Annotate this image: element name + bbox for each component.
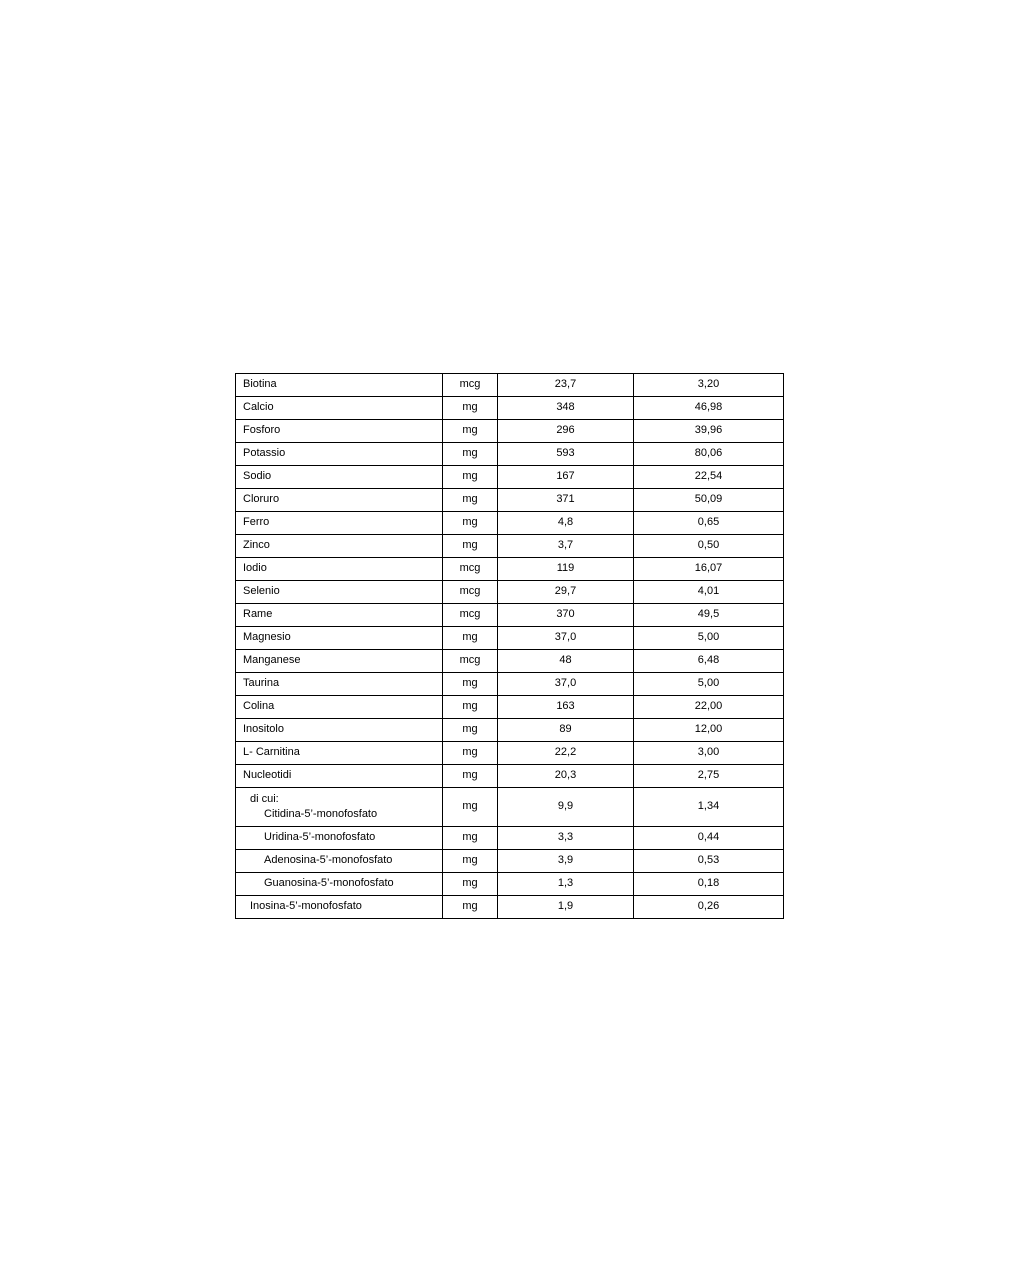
cell-value-2: 49,5 bbox=[634, 604, 784, 627]
cell-unit: mg bbox=[443, 466, 498, 489]
cell-nutrient-name: Zinco bbox=[236, 535, 443, 558]
cell-value-1: 3,3 bbox=[498, 826, 634, 849]
cell-value-2: 5,00 bbox=[634, 673, 784, 696]
cell-value-2: 0,26 bbox=[634, 895, 784, 918]
cell-unit: mg bbox=[443, 719, 498, 742]
cell-value-1: 3,7 bbox=[498, 535, 634, 558]
cell-value-2: 1,34 bbox=[634, 788, 784, 827]
cell-value-2: 22,54 bbox=[634, 466, 784, 489]
cell-unit: mcg bbox=[443, 374, 498, 397]
cell-nutrient-name: Nucleotidi bbox=[236, 765, 443, 788]
cell-value-1: 29,7 bbox=[498, 581, 634, 604]
cell-unit: mg bbox=[443, 788, 498, 827]
table-row bbox=[236, 558, 784, 581]
cell-nutrient-name: Ferro bbox=[236, 512, 443, 535]
table-body bbox=[236, 374, 784, 919]
cell-value-2: 3,20 bbox=[634, 374, 784, 397]
cell-value-2: 22,00 bbox=[634, 696, 784, 719]
cell-unit: mg bbox=[443, 849, 498, 872]
cell-value-2: 0,18 bbox=[634, 872, 784, 895]
cell-value-1: 37,0 bbox=[498, 627, 634, 650]
cell-unit: mg bbox=[443, 872, 498, 895]
cell-value-2: 4,01 bbox=[634, 581, 784, 604]
cell-nutrient-name: Cloruro bbox=[236, 489, 443, 512]
cell-nutrient-name: L- Carnitina bbox=[236, 742, 443, 765]
table-row bbox=[236, 397, 784, 420]
cell-value-2: 12,00 bbox=[634, 719, 784, 742]
cell-value-1: 20,3 bbox=[498, 765, 634, 788]
table-row bbox=[236, 420, 784, 443]
cell-value-1: 119 bbox=[498, 558, 634, 581]
cell-unit: mg bbox=[443, 742, 498, 765]
cell-nutrient-name: Colina bbox=[236, 696, 443, 719]
cell-value-1: 296 bbox=[498, 420, 634, 443]
cell-value-1: 1,9 bbox=[498, 895, 634, 918]
cell-value-2: 5,00 bbox=[634, 627, 784, 650]
table-row bbox=[236, 872, 784, 895]
table-row bbox=[236, 895, 784, 918]
table-row bbox=[236, 673, 784, 696]
cell-value-1: 370 bbox=[498, 604, 634, 627]
cell-value-2: 3,00 bbox=[634, 742, 784, 765]
cell-unit: mg bbox=[443, 489, 498, 512]
cell-unit: mg bbox=[443, 512, 498, 535]
cell-unit: mg bbox=[443, 826, 498, 849]
cell-value-2: 16,07 bbox=[634, 558, 784, 581]
table-row bbox=[236, 512, 784, 535]
table-row bbox=[236, 443, 784, 466]
cell-value-2: 46,98 bbox=[634, 397, 784, 420]
cell-value-1: 167 bbox=[498, 466, 634, 489]
cell-nutrient-name: Manganese bbox=[236, 650, 443, 673]
table-row bbox=[236, 627, 784, 650]
cell-nutrient-name: Adenosina-5’-monofosfato bbox=[236, 849, 443, 872]
cell-nutrient-name: Biotina bbox=[236, 374, 443, 397]
cell-nutrient-name: Inosina-5’-monofosfato bbox=[236, 895, 443, 918]
cell-nutrient-name: Rame bbox=[236, 604, 443, 627]
cell-nutrient-name: Magnesio bbox=[236, 627, 443, 650]
cell-unit: mg bbox=[443, 765, 498, 788]
cell-unit: mg bbox=[443, 895, 498, 918]
table-row bbox=[236, 696, 784, 719]
table-row bbox=[236, 719, 784, 742]
cell-value-1: 3,9 bbox=[498, 849, 634, 872]
cell-nutrient-name: Selenio bbox=[236, 581, 443, 604]
cell-value-2: 0,65 bbox=[634, 512, 784, 535]
cell-value-2: 2,75 bbox=[634, 765, 784, 788]
table-row bbox=[236, 374, 784, 397]
cell-unit: mg bbox=[443, 535, 498, 558]
cell-nutrient-name: Uridina-5’-monofosfato bbox=[236, 826, 443, 849]
cell-unit: mcg bbox=[443, 581, 498, 604]
cell-value-1: 23,7 bbox=[498, 374, 634, 397]
cell-unit: mcg bbox=[443, 604, 498, 627]
table-row bbox=[236, 650, 784, 673]
cell-value-2: 0,44 bbox=[634, 826, 784, 849]
cell-unit: mcg bbox=[443, 558, 498, 581]
cell-unit: mg bbox=[443, 696, 498, 719]
cell-value-1: 593 bbox=[498, 443, 634, 466]
cell-nutrient-name: Fosforo bbox=[236, 420, 443, 443]
cell-unit: mg bbox=[443, 627, 498, 650]
cell-nutrient-name: Sodio bbox=[236, 466, 443, 489]
cell-nutrient-name: Potassio bbox=[236, 443, 443, 466]
cell-nutrient-name: Inositolo bbox=[236, 719, 443, 742]
cell-nutrient-name: Taurina bbox=[236, 673, 443, 696]
cell-value-2: 0,53 bbox=[634, 849, 784, 872]
cell-unit: mg bbox=[443, 420, 498, 443]
cell-value-2: 39,96 bbox=[634, 420, 784, 443]
cell-value-1: 9,9 bbox=[498, 788, 634, 827]
nutrition-table bbox=[235, 373, 784, 919]
cell-value-1: 348 bbox=[498, 397, 634, 420]
cell-unit: mcg bbox=[443, 650, 498, 673]
table-row bbox=[236, 535, 784, 558]
table-row bbox=[236, 826, 784, 849]
table-row bbox=[236, 581, 784, 604]
table-row bbox=[236, 849, 784, 872]
cell-value-1: 4,8 bbox=[498, 512, 634, 535]
table-row bbox=[236, 489, 784, 512]
cell-value-1: 89 bbox=[498, 719, 634, 742]
cell-nutrient-name: di cui: Citidina-5’-monofosfato bbox=[236, 788, 443, 827]
table-row bbox=[236, 466, 784, 489]
cell-value-1: 22,2 bbox=[498, 742, 634, 765]
cell-unit: mg bbox=[443, 443, 498, 466]
cell-value-1: 48 bbox=[498, 650, 634, 673]
cell-nutrient-name: Iodio bbox=[236, 558, 443, 581]
cell-value-1: 37,0 bbox=[498, 673, 634, 696]
table-row bbox=[236, 765, 784, 788]
cell-nutrient-name: Calcio bbox=[236, 397, 443, 420]
cell-value-2: 6,48 bbox=[634, 650, 784, 673]
table-row bbox=[236, 604, 784, 627]
table-row bbox=[236, 788, 784, 827]
cell-value-2: 50,09 bbox=[634, 489, 784, 512]
cell-unit: mg bbox=[443, 397, 498, 420]
cell-value-1: 371 bbox=[498, 489, 634, 512]
cell-value-2: 0,50 bbox=[634, 535, 784, 558]
cell-value-2: 80,06 bbox=[634, 443, 784, 466]
cell-unit: mg bbox=[443, 673, 498, 696]
cell-value-1: 1,3 bbox=[498, 872, 634, 895]
cell-nutrient-subname: Citidina-5’-monofosfato bbox=[264, 807, 378, 820]
cell-value-1: 163 bbox=[498, 696, 634, 719]
table-row bbox=[236, 742, 784, 765]
cell-nutrient-name: Guanosina-5’-monofosfato bbox=[236, 872, 443, 895]
